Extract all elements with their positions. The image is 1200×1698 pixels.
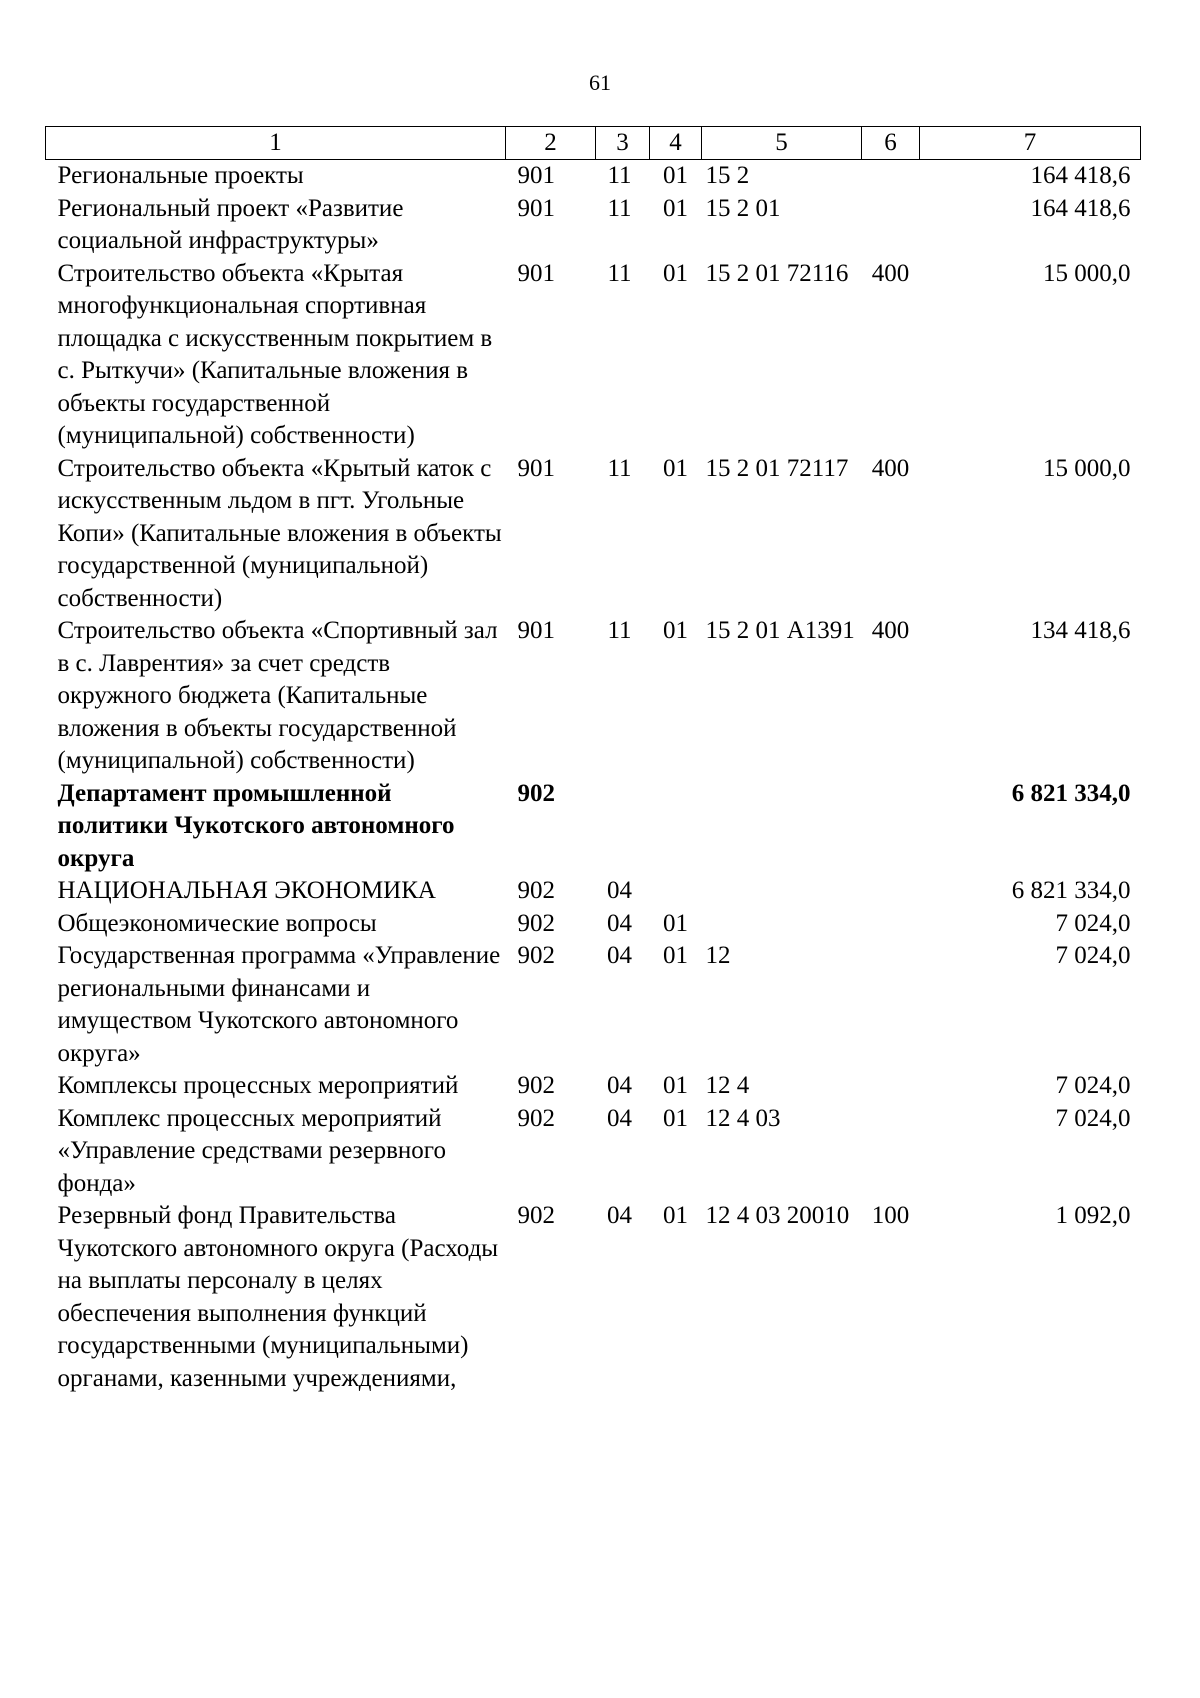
row-col-2: 901: [517, 454, 555, 482]
column-header-2: 2: [506, 127, 596, 160]
row-amount: 6 821 334,0: [1011, 877, 1131, 904]
row-name: Государственная программа «Управление региональными финансами и имуществом Чукотского автономного округа»: [57, 942, 501, 1067]
row-amount: 7 024,0: [1055, 942, 1131, 969]
table-row-department: [46, 778, 1141, 876]
row-name: Резервный фонд Правительства Чукотского автономного округа (Расходы на выплаты персоналу в целях обеспечения выполнения функций государственными (муниципальными) органами, казенными учреждениями,: [57, 1202, 499, 1392]
row-col-5: 12 4 03 20010: [705, 1202, 850, 1229]
row-col-4: [650, 778, 702, 876]
row-col-6: [862, 908, 920, 941]
row-col-4: 01: [663, 1072, 688, 1099]
row-col-4: 01: [663, 194, 688, 222]
row-col-3: 04: [607, 942, 632, 969]
row-col-3: 04: [607, 1072, 632, 1099]
row-col-5: 15 2 01 72117: [705, 454, 849, 482]
table-row: [46, 1070, 1141, 1103]
row-col-2: 902: [517, 942, 555, 969]
row-name: Комплексы процессных мероприятий: [57, 1072, 459, 1099]
row-col-3: 11: [607, 454, 632, 482]
row-name: Строительство объекта «Крытый каток с искусственным льдом в пгт. Угольные Копи» (Капитальные вложения в объекты государственной (муниципальной) собственности): [57, 454, 502, 612]
row-col-6: [862, 940, 920, 1070]
row-col-2: 901: [517, 617, 555, 644]
row-name: Региональные проекты: [57, 162, 304, 189]
table-row: [46, 615, 1141, 778]
row-col-4: 01: [663, 909, 688, 937]
row-col-4: 01: [663, 162, 688, 189]
row-col-6: [862, 1070, 920, 1103]
row-col-3: 04: [607, 909, 632, 937]
table-row: [46, 193, 1141, 258]
row-col-3: 11: [607, 617, 632, 644]
row-col-2: 902: [517, 1202, 555, 1229]
row-col-2: 902: [517, 779, 555, 807]
row-col-5: 12: [705, 942, 731, 969]
row-col-4: 01: [663, 259, 688, 287]
budget-table: [45, 126, 1141, 1395]
row-amount: 164 418,6: [1030, 194, 1131, 222]
column-header-3: 3: [596, 127, 650, 160]
row-col-2: 901: [517, 162, 555, 189]
row-col-4: 01: [663, 617, 688, 644]
row-col-6: 400: [871, 617, 910, 644]
row-col-4: [650, 875, 702, 908]
row-amount: 7 024,0: [1055, 1072, 1131, 1099]
row-name: Строительство объекта «Крытая многофункциональная спортивная площадка с искусственным покрытием в с. Рыткучи» (Капитальные вложения в объекты государственной (муниципальной) собственности): [57, 259, 493, 449]
row-col-5: [702, 778, 862, 876]
row-amount: 7 024,0: [1055, 1104, 1131, 1132]
row-col-6: [862, 193, 920, 258]
row-col-3: 04: [607, 1202, 632, 1229]
page-number: 61: [589, 70, 611, 95]
row-col-6: 400: [871, 454, 910, 482]
table-row: [46, 908, 1141, 941]
row-amount: 6 821 334,0: [1011, 779, 1131, 807]
row-col-5: 12 4: [705, 1072, 750, 1099]
row-name: Региональный проект «Развитие социальной инфраструктуры»: [57, 194, 404, 254]
table-row: [46, 258, 1141, 453]
row-amount: 134 418,6: [1030, 617, 1131, 644]
row-col-4: 01: [663, 454, 688, 482]
row-col-4: 01: [663, 942, 688, 969]
column-header-6: 6: [862, 127, 920, 160]
row-col-2: 902: [517, 1072, 555, 1099]
row-name: Департамент промышленной политики Чукотского автономного округа: [57, 779, 455, 872]
row-col-3: 04: [607, 1104, 632, 1132]
row-col-2: 902: [517, 1104, 555, 1132]
table-row: [46, 1200, 1141, 1395]
row-col-2: 902: [517, 909, 555, 937]
column-header-5: 5: [702, 127, 862, 160]
row-amount: 164 418,6: [1030, 162, 1131, 189]
row-col-6: [862, 1103, 920, 1201]
table-row: [46, 875, 1141, 908]
row-col-5: [702, 908, 862, 941]
row-amount: 15 000,0: [1043, 259, 1131, 287]
row-col-5: 15 2 01 72116: [705, 259, 849, 287]
row-col-2: 901: [517, 259, 555, 287]
row-col-5: 15 2 01 А1391: [705, 617, 855, 644]
row-col-5: 15 2: [705, 162, 750, 189]
column-header-4: 4: [650, 127, 702, 160]
row-col-6: 100: [871, 1202, 910, 1229]
row-col-3: 11: [607, 194, 632, 222]
row-name: Общеэкономические вопросы: [57, 909, 377, 937]
row-col-2: 902: [517, 877, 555, 904]
row-name: Комплекс процессных мероприятий «Управление средствами резервного фонда»: [57, 1104, 446, 1197]
row-name: Строительство объекта «Спортивный зал в с. Лаврентия» за счет средств окружного бюджета (Капитальные вложения в объекты государственной (муниципальной) собственности): [57, 617, 498, 774]
row-col-6: [862, 160, 920, 193]
table-row: [46, 453, 1141, 616]
row-col-3: 04: [607, 877, 632, 904]
row-col-4: 01: [663, 1104, 688, 1132]
row-amount: 15 000,0: [1043, 454, 1131, 482]
row-col-6: 400: [871, 259, 910, 287]
column-header-7: 7: [920, 127, 1141, 160]
row-col-6: [862, 875, 920, 908]
row-col-4: 01: [663, 1202, 688, 1229]
row-col-5: 12 4 03: [705, 1104, 781, 1132]
row-col-3: 11: [607, 259, 632, 287]
row-col-5: [702, 875, 862, 908]
table-row: [46, 1103, 1141, 1201]
row-col-3: 11: [607, 162, 632, 189]
row-amount: 7 024,0: [1055, 909, 1131, 937]
row-col-2: 901: [517, 194, 555, 222]
row-amount: 1 092,0: [1055, 1202, 1131, 1229]
row-name: НАЦИОНАЛЬНАЯ ЭКОНОМИКА: [57, 877, 436, 904]
column-header-1: 1: [46, 127, 506, 160]
table-row: [46, 160, 1141, 193]
row-col-6: [862, 778, 920, 876]
row-col-3: [596, 778, 650, 876]
row-col-5: 15 2 01: [705, 194, 781, 222]
table-header-row: [46, 127, 1141, 160]
table-row: [46, 940, 1141, 1070]
